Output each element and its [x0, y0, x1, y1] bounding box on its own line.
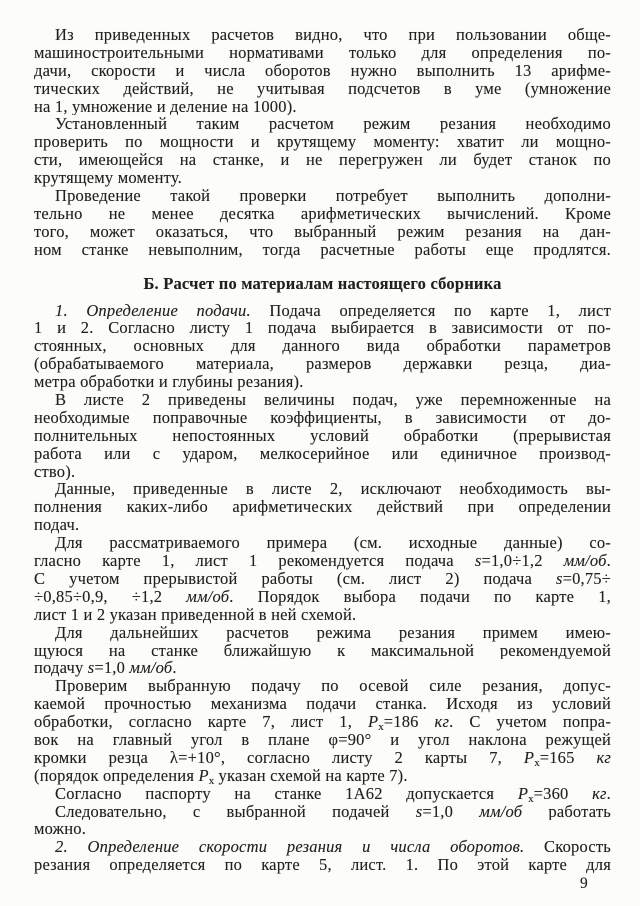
text-line: Следовательно, с выбранной подачей s=1,0 мм/об работать [55, 802, 611, 821]
text-line: Проверим выбранную подачу по осевой силе резания, допус- [55, 677, 611, 696]
text-line: (обрабатываемого материала, размеров державки резца, диа- [34, 355, 611, 374]
text-line: машиностроительными нормативами только для определения по- [34, 43, 611, 62]
paragraph [34, 187, 611, 259]
text-line: стоянных, основных для данного вида обработки параметров [34, 337, 611, 356]
text-line: вок на главный угол в плане φ=90° и угол наклона режущей [34, 730, 611, 749]
text-line: С учетом прерывистой работы (см. лист 2) подача s=0,75÷ [34, 569, 611, 588]
text-line: каемой прочностью механизма подачи станка. Исходя из условий [34, 695, 611, 714]
text-line: Установленный таким расчетом режим резания необходимо [55, 115, 611, 134]
text-line: Согласно паспорту на станке 1А62 допускается $P_x=360$ кг. [55, 784, 611, 803]
text-line: сти, имеющейся на станке, и не перегружен ли будет станок по [34, 151, 611, 170]
text-line: того, может оказаться, что выбранный режим резания на дан- [34, 222, 611, 241]
text-line: дачи, скорости и числа оборотов нужно выполнить 13 арифме- [34, 61, 611, 80]
paragraph [34, 26, 611, 115]
text-line: на 1, умножение и деление на 1000). [34, 97, 297, 116]
paragraph [34, 624, 611, 678]
text-line: ном станке невыполним, тогда расчетные работы еще продлятся. [34, 240, 611, 259]
paragraph [34, 803, 611, 839]
text-line: метра обработки и глубины резания). [34, 373, 304, 392]
text-line: 1 и 2. Согласно листу 1 подача выбирается в зависимости от по- [34, 319, 611, 338]
text-line: тельно не менее десятка арифметических вычислений. Кроме [34, 204, 611, 223]
text-line: крутящему моменту. [34, 169, 182, 188]
text-line: Для рассматриваемого примера (см. исходные данные) со- [55, 534, 611, 553]
text-line: Данные, приведенные в листе 2, исключают необходимость вы- [55, 480, 611, 499]
paragraph [34, 677, 611, 784]
text-line: можно. [34, 820, 87, 839]
text-line: 2. Определение скорости резания и числа оборотов. Скорость [55, 838, 611, 857]
paragraph [34, 838, 611, 874]
text-line: работа или с ударом, мелкосерийное или единичное производ- [34, 444, 611, 463]
text-line: Проведение такой проверки потребует выполнить дополни- [55, 187, 611, 205]
text-line: щуюся на станке ближайшую к максимальной рекомендуемой [34, 641, 611, 660]
paragraph [34, 480, 611, 534]
text-line: гласно карте 1, лист 1 рекомендуется подача s=1,0÷1,2 мм/об. [34, 552, 611, 570]
section-heading: Б. Расчет по материалам настоящего сборника [143, 273, 502, 293]
text-line: лист 1 и 2 указан приведенной в ней схемой. [34, 605, 357, 624]
text-line: ство). [34, 462, 76, 481]
text-line: ÷0,85÷0,9, ÷1,2 мм/об. Порядок выбора подачи по карте 1, [34, 587, 611, 606]
paragraph [34, 302, 611, 391]
text-line: Для дальнейших расчетов режима резания примем имею- [55, 623, 611, 642]
text-block [34, 26, 611, 874]
text-line: подач. [34, 516, 80, 535]
text-line: резания определяется по карте 5, лист. 1. По этой карте для [34, 856, 611, 875]
text-line: проверить по мощности и крутящему моменту: хватит ли мощно- [34, 133, 611, 152]
text-line: Из приведенных расчетов видно, что при пользовании обще- [55, 26, 611, 44]
paragraph [34, 785, 611, 803]
text-line: тических действий, не учитывая подсчетов в уме (умножение [34, 79, 611, 98]
paragraph [34, 115, 611, 187]
text-line: 1. Определение подачи. Подача определяется по карте 1, лист [55, 301, 611, 320]
text-line: необходимые поправочные коэффициенты, в зависимости от до- [34, 408, 611, 427]
paragraph [34, 534, 611, 623]
text-line: кромки резца λ=+10°, согласно листу 2 карты 7, $P_x=165$ кг [34, 748, 611, 767]
text-line: полнительных непостоянных условий обработки (прерывистая [34, 426, 611, 445]
text-line: В листе 2 приведены величины подач, уже перемноженные на [55, 391, 611, 409]
text-line: обработки, согласно карте 7, лист 1, $P_x=186$ кг. С учетом попра- [34, 713, 611, 731]
paragraph [34, 391, 611, 480]
page-number: 9 [580, 875, 588, 892]
text-line: подачу s=1,0 мм/об. [34, 659, 177, 678]
text-line: полнения каких-либо арифметических действий при определении [34, 498, 611, 517]
text-line: (порядок определения $P_x$ указан схемой на карте 7). [34, 766, 408, 785]
